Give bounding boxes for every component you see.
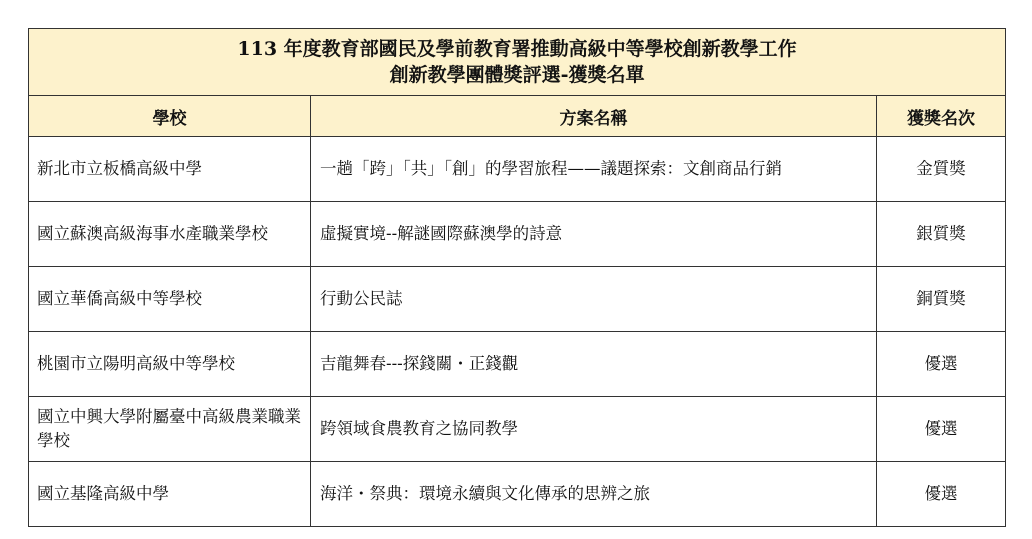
title-row <box>29 29 1006 96</box>
table-title <box>29 29 1006 96</box>
school-cell: 國立蘇澳高級海事水產職業學校 <box>29 202 311 267</box>
header-row <box>29 96 1006 137</box>
table-row <box>29 462 1006 527</box>
project-cell: 吉龍舞春---探錢關・正錢觀 <box>311 332 877 397</box>
column-header-award: 獲獎名次 <box>877 96 1006 137</box>
school-cell: 國立華僑高級中等學校 <box>29 267 311 332</box>
award-cell: 優選 <box>877 397 1006 462</box>
award-cell: 優選 <box>877 332 1006 397</box>
award-list-table <box>28 28 1006 527</box>
column-header-school: 學校 <box>29 96 311 137</box>
table-row <box>29 202 1006 267</box>
column-header-project: 方案名稱 <box>311 96 877 137</box>
title-line-2: 創新教學團體獎評選-獲獎名單 <box>389 64 645 86</box>
project-cell: 跨領域食農教育之協同教學 <box>311 397 877 462</box>
project-cell: 海洋・祭典：環境永續與文化傳承的思辨之旅 <box>311 462 877 527</box>
school-cell: 國立中興大學附屬臺中高級農業職業學校 <box>29 397 311 462</box>
award-cell: 金質獎 <box>877 137 1006 202</box>
project-cell: 一趟「跨」「共」「創」的學習旅程——議題探索：文創商品行銷 <box>311 137 877 202</box>
award-cell: 銅質獎 <box>877 267 1006 332</box>
project-cell: 行動公民誌 <box>311 267 877 332</box>
title-line-1: 113 年度教育部國民及學前教育署推動高級中等學校創新教學工作 <box>237 38 797 60</box>
school-cell: 國立基隆高級中學 <box>29 462 311 527</box>
project-cell: 虛擬實境--解謎國際蘇澳學的詩意 <box>311 202 877 267</box>
table-row <box>29 332 1006 397</box>
school-cell: 桃園市立陽明高級中等學校 <box>29 332 311 397</box>
table-row <box>29 267 1006 332</box>
table-row <box>29 397 1006 462</box>
award-cell: 優選 <box>877 462 1006 527</box>
school-cell: 新北市立板橋高級中學 <box>29 137 311 202</box>
table-row <box>29 137 1006 202</box>
award-cell: 銀質獎 <box>877 202 1006 267</box>
